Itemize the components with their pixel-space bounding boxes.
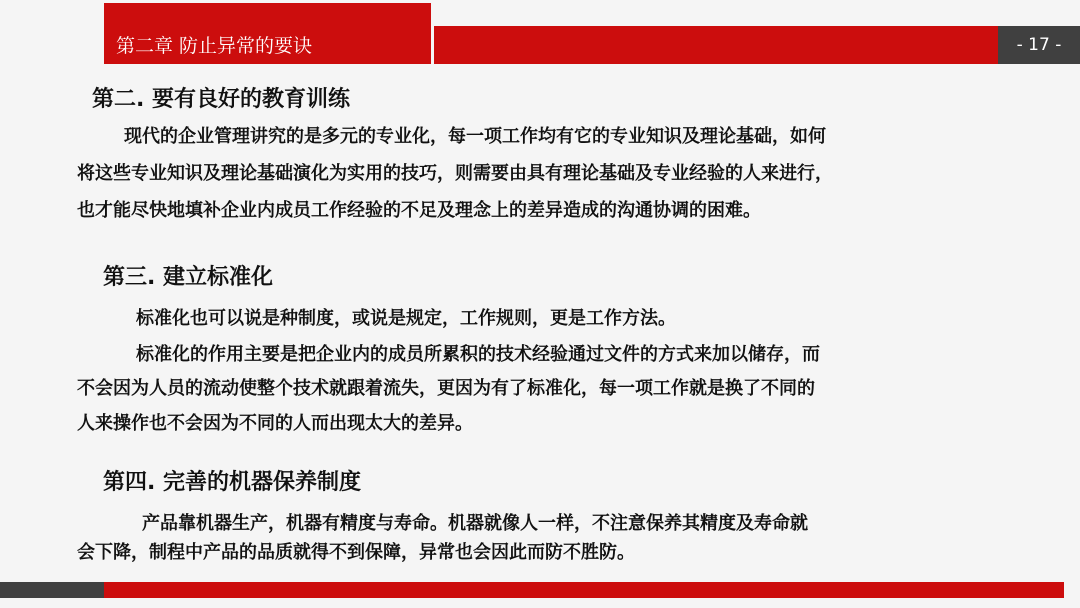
section-maintenance-line-2: 会下降，制程中产品的品质就得不到保障，异常也会因此而防不胜防。 <box>77 542 635 563</box>
section-standardization-line-3: 不会因为人员的流动使整个技术就跟着流失，更因为有了标准化，每一项工作就是换了不同的 <box>77 378 815 399</box>
section-education-line-3: 也才能尽快地填补企业内成员工作经验的不足及理念上的差异造成的沟通协调的困难。 <box>77 200 761 221</box>
section-standardization-line-2: 标准化的作用主要是把企业内的成员所累积的技术经验通过文件的方式来加以储存，而 <box>136 344 820 365</box>
page-number-box <box>998 26 1080 64</box>
section-heading-standardization: 第三. 建立标准化 <box>103 265 274 290</box>
footer-gray-bar <box>0 582 104 598</box>
section-education-line-1: 现代的企业管理讲究的是多元的专业化，每一项工作均有它的专业知识及理论基础，如何 <box>124 126 826 147</box>
footer-red-bar <box>104 582 1064 598</box>
section-maintenance-line-1: 产品靠机器生产，机器有精度与寿命。机器就像人一样，不注意保养其精度及寿命就 <box>142 513 808 534</box>
section-education-line-2: 将这些专业知识及理论基础演化为实用的技巧，则需要由具有理论基础及专业经验的人来进行， <box>77 163 833 184</box>
section-heading-maintenance: 第四. 完善的机器保养制度 <box>103 470 362 495</box>
page-number: - 17 - <box>1016 35 1062 55</box>
section-standardization-line-4: 人来操作也不会因为不同的人而出现太大的差异。 <box>77 413 473 434</box>
chapter-title: 第二章 防止异常的要诀 <box>116 35 313 57</box>
section-heading-education: 第二. 要有良好的教育训练 <box>92 87 351 112</box>
header-red-strip <box>434 26 998 64</box>
section-standardization-line-1: 标准化也可以说是种制度，或说是规定，工作规则，更是工作方法。 <box>136 308 676 329</box>
